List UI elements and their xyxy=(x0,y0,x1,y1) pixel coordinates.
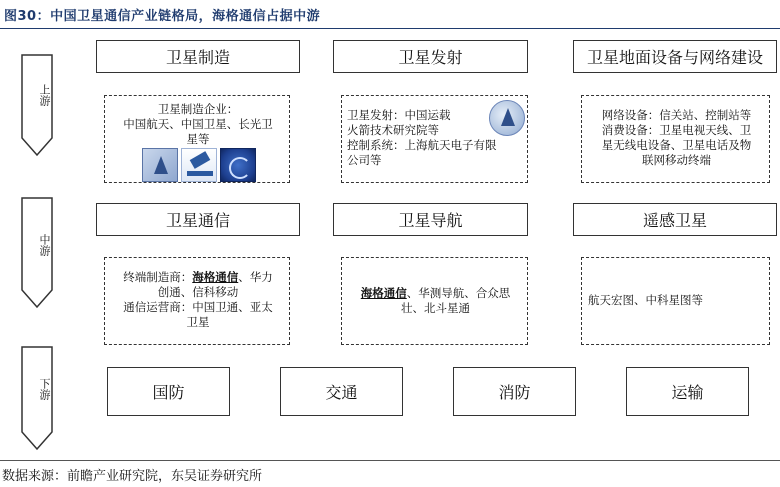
communication-highlight-hgtx: 海格通信 xyxy=(192,270,239,284)
launch-line-3: 控制系统：上海航天电子有限 xyxy=(347,138,497,152)
communication-detail xyxy=(104,257,290,345)
launch-line-1: 卫星发射：中国运载 xyxy=(347,108,451,122)
header-satellite-manufacturing: 卫星制造 xyxy=(96,40,300,73)
ground-line-2: 消费设备：卫星电视天线、卫 xyxy=(601,123,752,137)
manufacturing-line-1: 卫星制造企业： xyxy=(157,102,239,116)
header-ground-equipment: 卫星地面设备与网络建设 xyxy=(573,40,777,73)
stage-label-upstream: 上游 xyxy=(38,84,51,106)
manufacturing-detail xyxy=(104,95,290,183)
manufacturing-line-2: 中国航天、中国卫星、长光卫 xyxy=(123,117,273,131)
casc-logo-icon xyxy=(142,148,178,182)
navigation-line-2: 壮、北斗星通 xyxy=(401,301,470,315)
figure-title: 图30：中国卫星通信产业链格局，海格通信占据中游 xyxy=(4,9,321,24)
header-satellite-navigation: 卫星导航 xyxy=(333,203,528,236)
navigation-line-1 xyxy=(342,286,529,301)
calt-logo-icon xyxy=(489,100,525,136)
manufacturing-line-3: 星等 xyxy=(186,132,210,146)
communication-terminal-rest: 、华力 xyxy=(238,270,273,284)
communication-line-4: 卫星 xyxy=(186,315,210,329)
downstream-logistics: 运输 xyxy=(626,367,749,416)
ground-line-1: 网络设备：信关站、控制站等 xyxy=(601,108,752,122)
cgwx-logo-icon xyxy=(220,148,256,182)
ground-detail xyxy=(581,95,770,183)
footer-divider xyxy=(0,460,780,461)
stage-label-downstream: 下游 xyxy=(38,378,51,400)
navigation-rest: 、华测导航、合众思 xyxy=(406,286,511,300)
launch-detail xyxy=(341,95,528,183)
header-satellite-communication: 卫星通信 xyxy=(96,203,300,236)
stage-label-midstream: 中游 xyxy=(38,234,51,256)
communication-line-3: 通信运营商：中国卫通、亚太 xyxy=(123,300,273,314)
remote-sensing-detail xyxy=(581,257,770,345)
ground-line-3: 星无线电设备、卫星电话及物 xyxy=(601,138,752,152)
navigation-detail xyxy=(341,257,528,345)
communication-line-1 xyxy=(105,270,291,285)
communication-terminal-label: 终端制造商： xyxy=(123,270,193,284)
source-note: 数据来源：前瞻产业研究院，东吴证券研究所 xyxy=(2,469,263,484)
header-remote-sensing: 遥感卫星 xyxy=(573,203,777,236)
downstream-transportation: 交通 xyxy=(280,367,403,416)
launch-line-2: 火箭技术研究院等 xyxy=(347,123,439,137)
ground-line-4: 联网移动终端 xyxy=(642,153,711,167)
header-satellite-launch: 卫星发射 xyxy=(333,40,528,73)
china-satellite-logo-icon xyxy=(181,148,217,182)
remote-sensing-line-1: 航天宏图、中科星图等 xyxy=(588,293,703,307)
communication-line-2: 创通、信科移动 xyxy=(157,285,239,299)
downstream-fire-protection: 消防 xyxy=(453,367,576,416)
launch-line-4: 公司等 xyxy=(347,153,382,167)
downstream-defense: 国防 xyxy=(107,367,230,416)
navigation-highlight-hgtx: 海格通信 xyxy=(360,286,407,300)
